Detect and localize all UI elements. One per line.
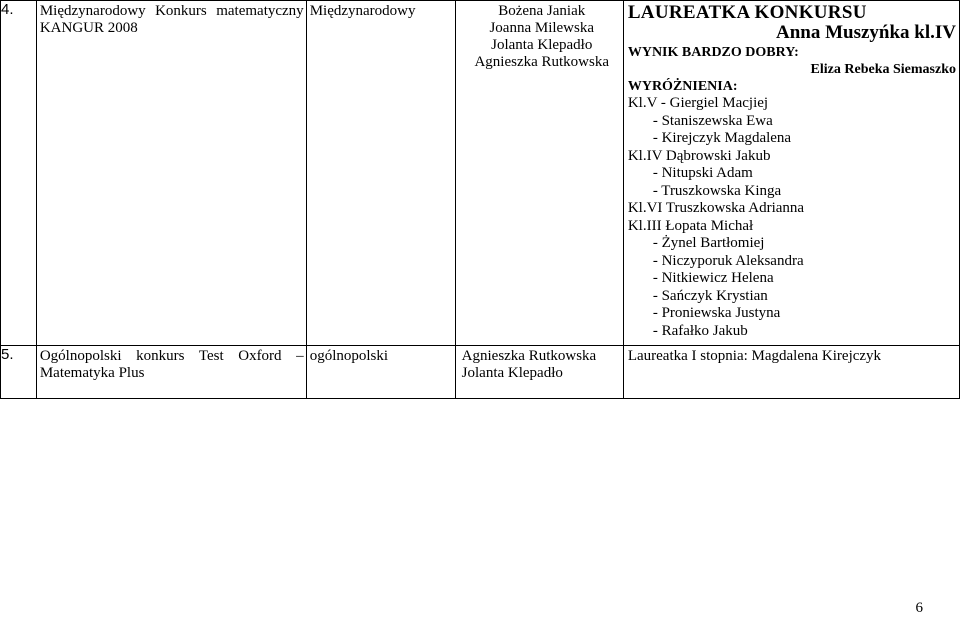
distinction-item: - Nitkiewicz Helena — [652, 270, 774, 286]
distinction-item: - Rafałko Jakub — [652, 322, 748, 339]
teacher-name: Jolanta Klepadło — [491, 37, 593, 53]
row-number: 5. — [1, 346, 37, 399]
result-text: Laureatka I stopnia: Magdalena Kirejczyk — [627, 348, 882, 364]
table-row — [1, 1, 960, 346]
results — [623, 346, 959, 399]
distinction-item: - Staniszewska Ewa — [652, 112, 773, 129]
teacher-name: Agnieszka Rutkowska — [461, 348, 597, 364]
distinction-item: - Proniewska Justyna — [652, 305, 781, 321]
distinction-item: - Żynel Bartłomiej — [652, 235, 765, 251]
distinction-item: Kl.V - Giergiel Macjiej — [627, 95, 769, 111]
distinction-item: Kl.III Łopata Michał — [627, 217, 754, 234]
results — [623, 1, 959, 346]
competition-name-line: KANGUR 2008 — [39, 20, 138, 36]
very-good-name: Eliza Rebeka Siemaszko — [810, 62, 956, 77]
competition-name-line: Ogólnopolski konkurs Test Oxford – — [39, 348, 304, 364]
distinction-item: - Sańczyk Krystian — [652, 287, 768, 304]
laureate-name: Anna Muszyńka kl.IV — [775, 22, 956, 43]
teacher-name: Jolanta Klepadło — [461, 365, 563, 381]
teacher-name: Joanna Milewska — [489, 20, 595, 36]
distinction-item: Kl.VI Truszkowska Adrianna — [627, 200, 805, 216]
row-number: 4. — [1, 1, 37, 346]
table-row — [1, 346, 960, 399]
teachers — [455, 1, 623, 346]
competition-name — [36, 346, 306, 399]
distinction-item: - Niczyporuk Aleksandra — [652, 252, 804, 269]
competition-name-line: Międzynarodowy Konkurs matematyczny — [39, 3, 304, 19]
distinction-item: - Truszkowska Kinga — [652, 182, 782, 199]
competition-name — [36, 1, 306, 346]
teacher-name: Agnieszka Rutkowska — [474, 54, 610, 70]
distinction-item: Kl.IV Dąbrowski Jakub — [627, 147, 771, 164]
teachers — [455, 346, 623, 399]
distinction-item: - Nitupski Adam — [652, 165, 753, 181]
competition-name-line: Matematyka Plus — [39, 365, 145, 381]
teacher-name: Bożena Janiak — [498, 3, 586, 19]
very-good-header: WYNIK BARDZO DOBRY: — [627, 45, 799, 60]
distinctions-header: WYRÓŻNIENIA: — [627, 79, 738, 94]
laureate-header: LAUREATKA KONKURSU — [627, 2, 867, 23]
page-number: 6 — [915, 600, 923, 616]
competition-scope: ogólnopolski — [306, 346, 455, 399]
distinction-item: - Kirejczyk Magdalena — [652, 130, 792, 146]
competition-scope: Międzynarodowy — [306, 1, 455, 346]
